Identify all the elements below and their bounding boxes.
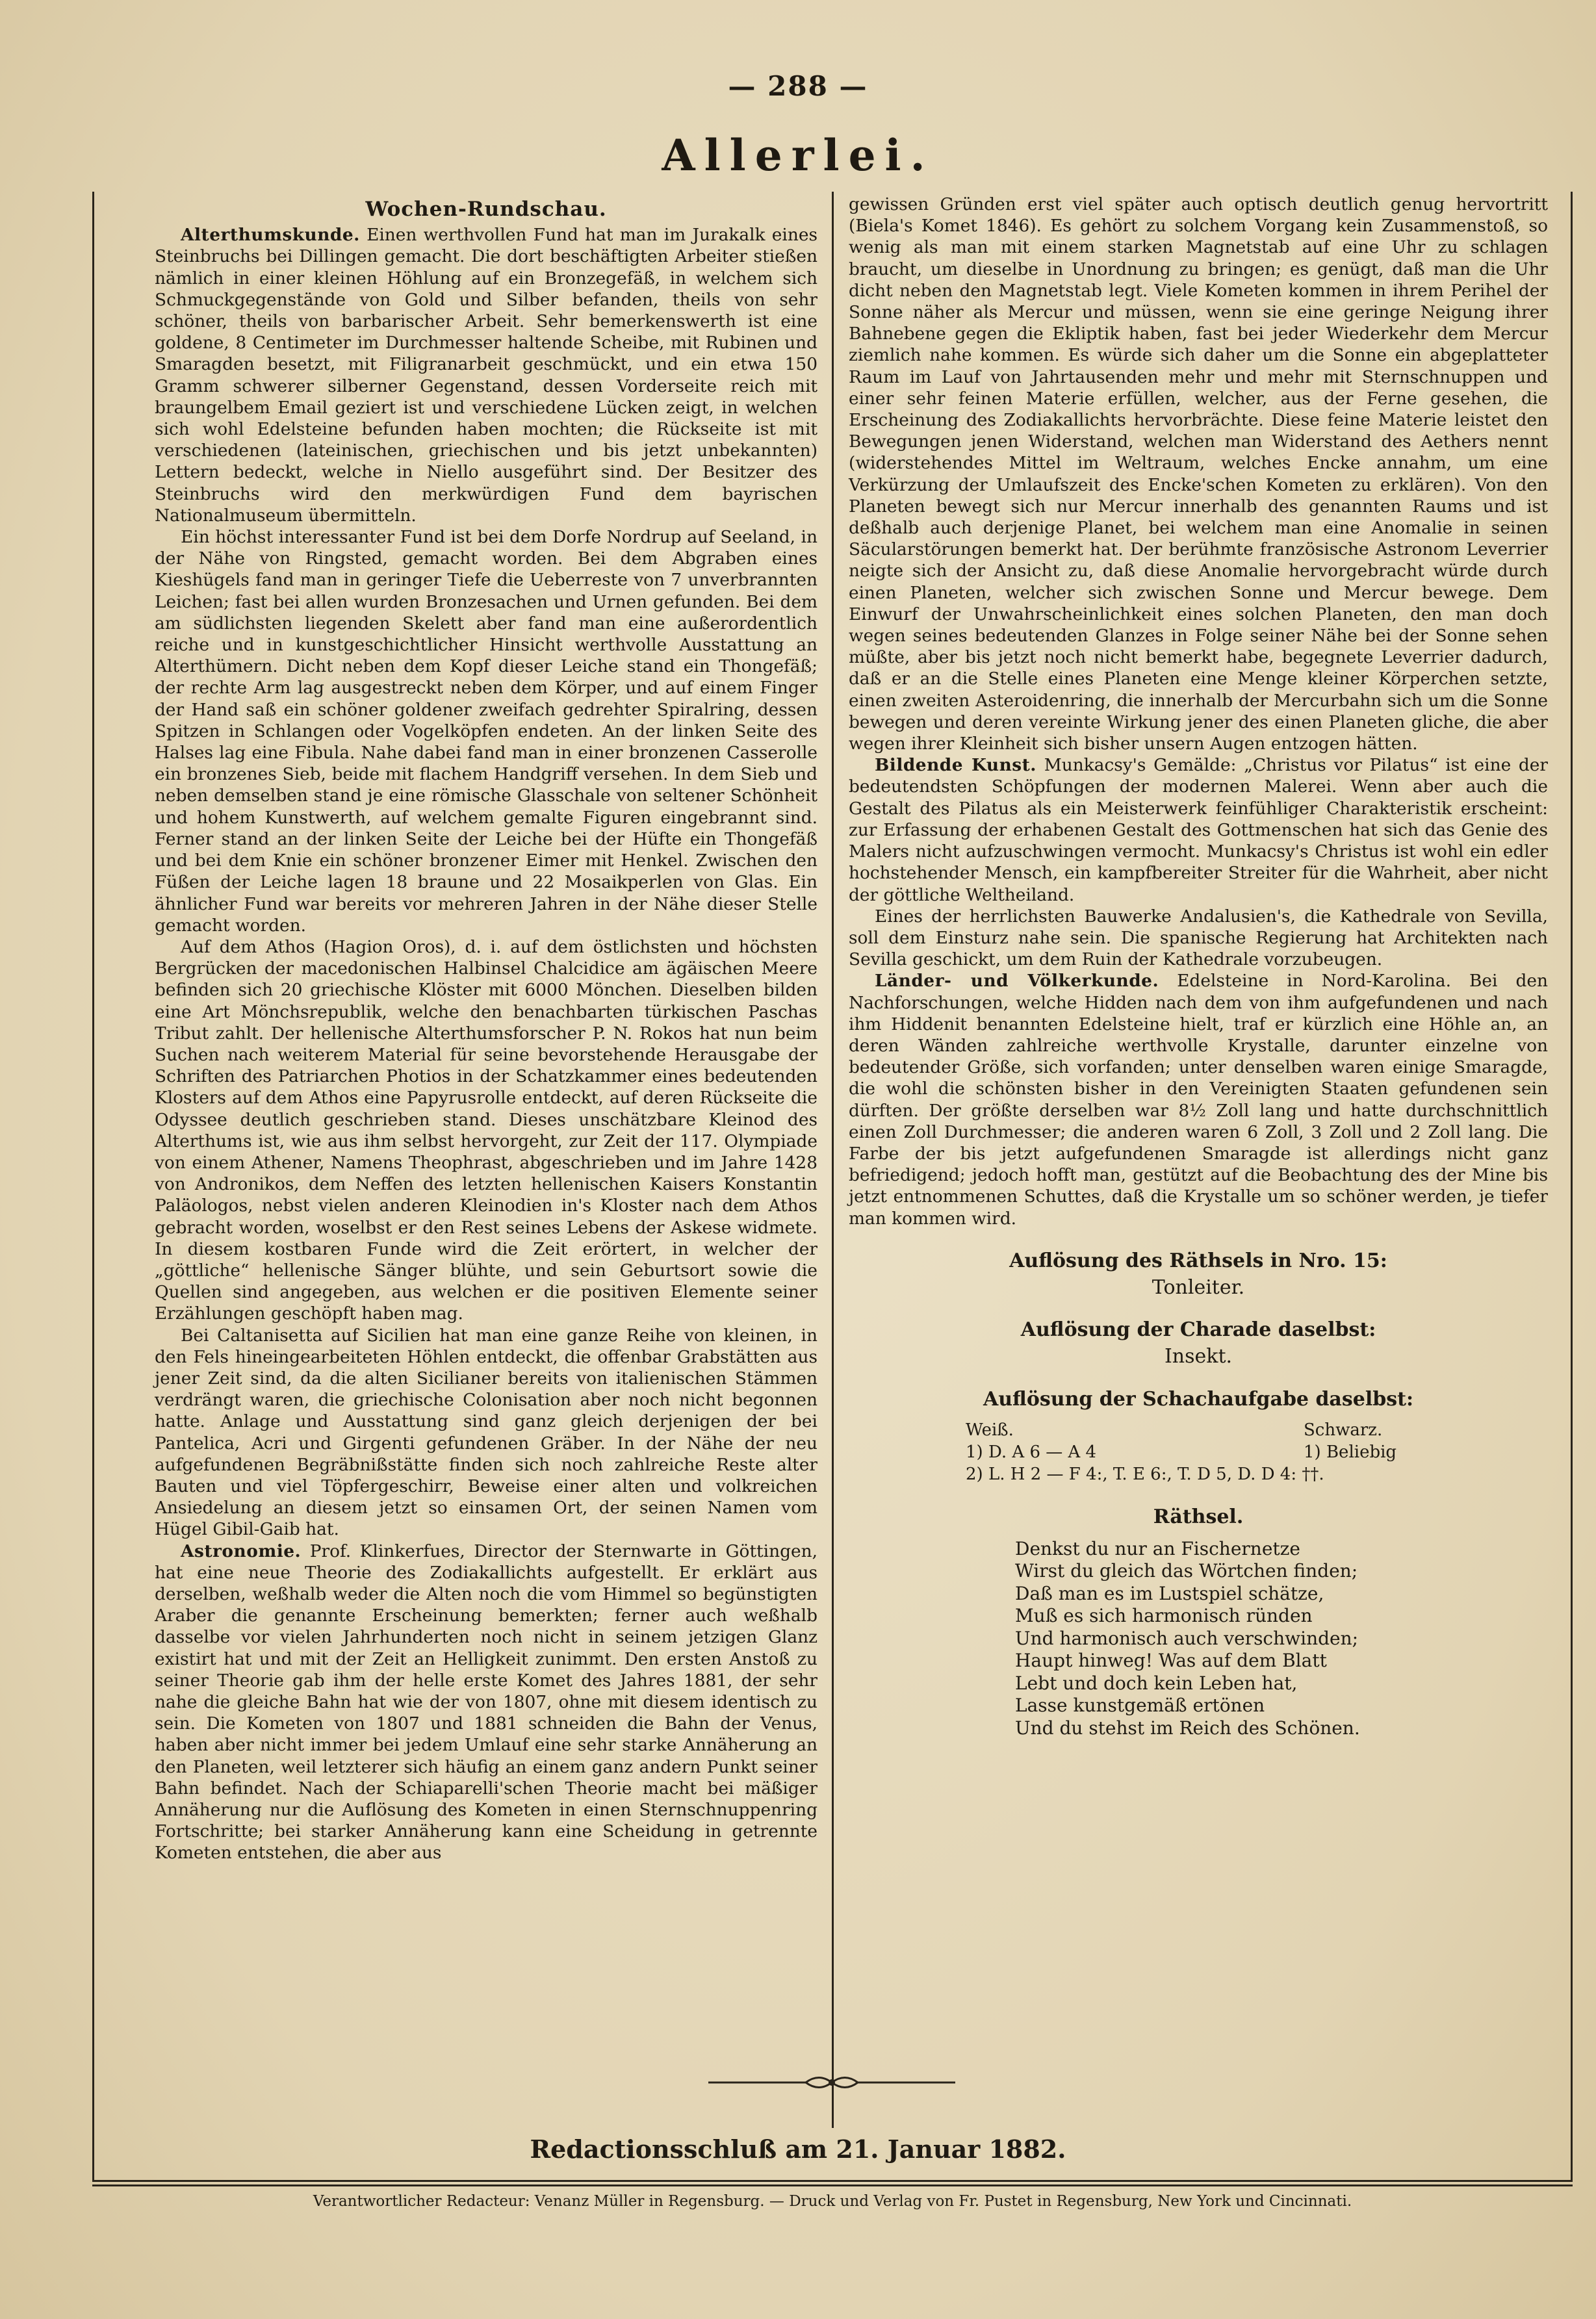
paragraph-text: Einen werthvollen Fund hat man im Jurakalk eines Steinbruchs bei Dillingen gemacht. Die dort beschäftigten Arbeiter stießen nämlich in einer kleinen Höhlung auf ein Bronzegefäß, in welchem sich Schmuckgegenstände von Gold und Silber befanden, theils von sehr schöner, theils von barbarischer Arbeit. Sehr bemerkenswerth ist eine goldene, 8 Centimeter im Durchmesser haltende Scheibe, mit Rubinen und Smaragden besetzt, mit Filigranarbeit geschmückt, und ein etwa 150 Gramm schwerer silberner Gegenstand, dessen Vorderseite reich mit braungelbem Email geziert ist und verschiedene Lücken zeigt, in welchen sich wohl Edelsteine befunden haben mochten; die Rückseite ist mit verschiedenen (lateinischen, griechischen und bis jetzt unbekannten) Lettern bedeckt, welche in Niello ausgeführt sind. Der Besitzer des Steinbruchs wird den merkwürdigen Fund dem bayrischen Nationalmuseum übermitteln. — [155, 225, 818, 526]
poem-line: Haupt hinweg! Was auf dem Blatt — [1015, 1650, 1327, 1672]
charade-solution: Insekt. — [1164, 1345, 1233, 1368]
chess-colors — [966, 1419, 1548, 1441]
charade-solution-heading: Auflösung der Charade daselbst: — [1020, 1318, 1376, 1342]
left-column — [155, 194, 817, 1864]
paragraph-archaeology-dillingen — [155, 224, 817, 526]
chess-white-label: Weiß. — [966, 1420, 1014, 1440]
chess-solution — [966, 1419, 1548, 1485]
section-heading: Wochen-Rundschau. — [365, 198, 607, 221]
chess-move-white: 1) D. A 6 — A 4 — [966, 1442, 1097, 1462]
poem-line: Daß man es im Lustspiel schätze, — [1015, 1582, 1324, 1604]
topic-lead: Bildende Kunst. — [875, 755, 1036, 776]
chess-black-label: Schwarz. — [1304, 1420, 1383, 1440]
paragraph-text: Edelsteine in Nord-Karolina. Bei den Nachforschungen, welche Hidden nach dem von ihm aufgefundenen und nach ihm Hiddenit benannten Edelsteine hielt, traf er kürzlich eine Höhle an, an deren Wänden zahlreiche werthvolle Krystalle, darunter einzelne von bedeutender Größe, sich vorfanden; unter denselben waren einige Smaragde, die wohl die schönsten bisher in den Vereinigten Staaten gefundenen sein dürften. Der größte derselben war 8½ Zoll lang und hatte durchschnittlich einen Zoll Durchmesser; die anderen waren 6 Zoll, 3 Zoll und 2 Zoll lang. Die Farbe der bis jetzt aufgefundenen Smaragde ist allerdings nicht ganz befriedigend; jedoch hofft man, gestützt auf die Beobachtung des der Mine bis jetzt entnommenen Schuttes, daß die Krystalle um so schöner werden, je tiefer man kommen wird. — [849, 971, 1548, 1229]
riddle-heading: Räthsel. — [1153, 1505, 1244, 1528]
riddle-solution: Tonleiter. — [1152, 1275, 1245, 1299]
chess-move-2 — [966, 1463, 1548, 1485]
riddle-poem — [1015, 1538, 1548, 1740]
riddle-solution-heading: Auflösung des Räthsels in Nro. 15: — [1009, 1249, 1387, 1272]
topic-lead: Länder- und Völkerkunde. — [875, 971, 1159, 992]
imprint-footer: Verantwortlicher Redacteur: Venanz Müller in Regensburg. — Druck und Verlag von Fr. Pustet in Regensburg, New York und Cincinnati. — [92, 2184, 1573, 2210]
paragraph-sevilla: Eines der herrlichsten Bauwerke Andalusien's, die Kathedrale von Sevilla, soll dem Einsturz nahe sein. Die spanische Regierung hat Architekten nach Sevilla geschickt, um dem Ruin der Kathedrale vorzubeugen. — [849, 906, 1548, 970]
column-divider — [832, 192, 834, 2128]
paragraph-text: Munkacsy's Gemälde: „Christus vor Pilatus“ ist eine der bedeutendsten Schöpfungen der modernen Malerei. Wenn aber auch die Gestalt des Pilatus als ein Meisterwerk feinfühliger Charakteristik erscheint: zur Erfassung der erhabenen Gestalt des Gottmenschen hat sich das Genie des Malers nicht aufzuschwingen vermocht. Munkacsy's Christus ist wohl ein edler hochstehender Mensch, ein kampfbereiter Streiter für die Wahrheit, aber nicht der göttliche Weltheiland. — [849, 755, 1549, 905]
ornament-divider — [708, 2073, 955, 2092]
paragraph-astronomy — [155, 1541, 817, 1864]
editorial-deadline: Redactionsschluß am 21. Januar 1882. — [530, 2134, 1066, 2164]
poem-line: Lebt und doch kein Leben hat, — [1015, 1672, 1298, 1694]
poem-line: Muß es sich harmonisch ründen — [1015, 1605, 1313, 1627]
poem-line: Wirst du gleich das Wörtchen finden; — [1015, 1560, 1358, 1582]
chess-move-1 — [966, 1441, 1548, 1463]
paragraph-athos: Auf dem Athos (Hagion Oros), d. i. auf dem östlichsten und höchsten Bergrücken der macedonischen Halbinsel Chalcidice am ägäischen Meere befinden sich 20 griechische Klöster mit 6000 Mönchen. Dieselben bilden eine Art Mönchsrepublik, welche den benachbarten türkischen Paschas Tribut zahlt. Der hellenische Alterthumsforscher P. N. Rokos hat nun beim Suchen nach weiterem Material für seine bevorstehende Herausgabe der Schriften des Patriarchen Photios in der Schatzkammer eines bedeutenden Klosters auf dem Athos eine Papyrusrolle entdeckt, auf deren Rückseite die Odyssee deutlich geschrieben stand. Dieses unschätzbare Kleinod des Alterthums ist, wie aus ihm selbst hervorgeht, zur Zeit der 117. Olympiade von einem Athener, Namens Theophrast, abgeschrieben und im Jahre 1428 von Andronikos, dem Neffen des letzten hellenischen Kaisers Konstantin Paläologos, nebst vielen anderen Kleinodien in's Kloster nach dem Athos gebracht worden, woselbst er den Rest seines Lebens der Askese widmete. In diesem kostbaren Funde wird die Zeit erörtert, in welcher der „göttliche“ hellenische Sänger blühte, und sein Geburtsort sowie die Quellen sind angegeben, aus welchen er die positiven Elemente seiner Erzählungen geschöpft haben mag. — [155, 936, 817, 1324]
chess-solution-heading: Auflösung der Schachaufgabe daselbst: — [983, 1387, 1414, 1411]
paragraph-astronomy-cont: gewissen Gründen erst viel später auch optisch deutlich genug hervortritt (Biela's Komet 1846). Es gehört zu solchem Vorgang kein Zusammenstoß, so wenig als man mit einem starken Magnetstab auf eine Uhr zu schlagen braucht, um dieselbe in Unordnung zu bringen; es genügt, daß man die Uhr dicht neben den Magnetstab legt. Viele Kometen kommen in ihrem Perihel der Sonne näher als Mercur und müssen, wenn sie eine geringe Neigung ihrer Bahnebene gegen die Ekliptik haben, fast bei jeder Wiederkehr dem Mercur ziemlich nahe kommen. Es würde sich daher um die Sonne ein abgeplatteter Raum im Lauf von Jahrtausenden mehr und mehr mit Sternschnuppen und einer sehr feinen Materie erfüllen, welcher, aus der Ferne gesehen, die Erscheinung des Zodiakallichts hervorbrächte. Diese feine Materie leistet den Bewegungen jenen Widerstand, welchen man Widerstand des Aethers nennt (widerstehendes Mittel im Weltraum, welches Encke annahm, um eine Verkürzung der Umlaufszeit des Encke'schen Kometen zu erklären). Von den Planeten bewegt sich nur Mercur innerhalb des genannten Raums und ist deßhalb auch derjenige Planet, bei welchem man eine Anomalie in seinen Säcularstörungen bemerkt hat. Der berühmte französische Astronom Leverrier neigte sich der Ansicht zu, daß diese Anomalie hervorgebracht würde durch einen Planeten, welcher sich zwischen Sonne und Mercur bewege. Dem Einwurf der Unwahrscheinlichkeit eines solchen Planeten, den man doch wegen seines bedeutenden Glanzes in Folge seiner Nähe bei der Sonne sehen müßte, aber bis jetzt noch nicht bemerkt habe, begegnete Leverrier dadurch, daß er an die Stelle eines Planeten eine Menge kleiner Körperchen setzte, einen zweiten Asteroidenring, die innerhalb der Mercurbahn sich um die Sonne bewegen und deren vereinte Wirkung jener des einen Planeten gliche, die aber wegen ihrer Kleinheit sich bisher unsern Augen entzogen hätten. — [849, 194, 1548, 754]
right-column — [849, 194, 1548, 1739]
page-number: — 288 — — [728, 70, 868, 102]
paragraph-text: Prof. Klinkerfues, Director der Sternwarte in Göttingen, hat eine neue Theorie des Zodiakallichts aufgestellt. Er erklärt aus derselben, weßhalb weder die Alten noch die vom Himmel so begünstigten Araber die genannte Erscheinung bemerkten; ferner auch weßhalb dasselbe vor vielen Jahrhunderten noch nicht in seinem jetzigen Glanz existirt hat und mit der Zeit an Helligkeit zunimmt. Den ersten Anstoß zu seiner Theorie gab ihm der helle erste Komet des Jahres 1881, der sehr nahe die gleiche Bahn hat wie der von 1807, ohne mit diesem identisch zu sein. Die Kometen von 1807 und 1881 schneiden die Bahn der Venus, haben aber nicht immer bei jedem Umlauf eine sehr starke Annäherung an den Planeten, weil letzterer sich häufig an einem ganz andern Punkt seiner Bahn befindet. Nach der Schiaparelli'schen Theorie macht bei mäßiger Annäherung nur die Auflösung des Kometen in einen Sternschnuppenring Fortschritte; bei starker Annäherung kann eine Scheidung in getrennte Kometen entstehen, die aber aus — [155, 1541, 817, 1864]
topic-lead: Alterthumskunde. — [181, 225, 360, 246]
chess-move-black: 1) Beliebig — [1304, 1442, 1397, 1462]
poem-line: Und du stehst im Reich des Schönen. — [1015, 1717, 1360, 1739]
poem-line: Und harmonisch auch verschwinden; — [1015, 1627, 1359, 1649]
chess-move-text: 2) L. H 2 — F 4:, T. E 6:, T. D 5, D. D 4: ††. — [966, 1464, 1324, 1484]
topic-lead: Astronomie. — [181, 1541, 302, 1561]
poem-line: Lasse kunstgemäß ertönen — [1015, 1695, 1265, 1717]
paragraph-nordrup: Ein höchst interessanter Fund ist bei dem Dorfe Nordrup auf Seeland, in der Nähe von Ringsted, gemacht worden. Bei dem Abgraben eines Kieshügels fand man in geringer Tiefe die Ueberreste von 7 unverbrannten Leichen; fast bei allen wurden Bronzesachen und Urnen gefunden. Bei dem am südlichsten liegenden Skelett aber fand man eine außerordentlich reiche und in kunstgeschichtlicher Hinsicht werthvolle Ausstattung an Alterthümern. Dicht neben dem Kopf dieser Leiche stand ein Thongefäß; der rechte Arm lag ausgestreckt neben dem Körper, und auf einem Finger der Hand saß ein schöner goldener zweifach gedrehter Spiralring, dessen Spitzen in Schlangen oder Vogelköpfen endeten. An der linken Seite des Halses lag eine Fibula. Nahe dabei fand man in einer bronzenen Casserolle ein bronzenes Sieb, beide mit flachem Handgriff versehen. In dem Sieb und neben demselben stand je eine römische Glasschale von seltener Schönheit und hohem Kunstwerth, auf welchem gemalte Figuren eingebrannt sind. Ferner stand an der linken Seite der Leiche bei der Hüfte ein Thongefäß und bei dem Knie ein schöner bronzener Eimer mit Henkel. Zwischen den Füßen der Leiche lagen 18 braune und 22 Mosaikperlen von Glas. Ein ähnlicher Fund war bereits vor mehreren Jahren in der Nähe dieser Stelle gemacht worden. — [155, 527, 817, 936]
paragraph-art — [849, 754, 1548, 905]
page-title: Allerlei. — [662, 130, 934, 181]
paragraph-geography — [849, 970, 1548, 1229]
poem-line: Denkst du nur an Fischernetze — [1015, 1537, 1300, 1559]
paragraph-caltanisetta: Bei Caltanisetta auf Sicilien hat man eine ganze Reihe von kleinen, in den Fels hineingearbeiteten Höhlen entdeckt, die offenbar Grabstätten aus jener Zeit sind, da die alten Sicilianer bereits von italienischen Stämmen verdrängt waren, die griechische Colonisation aber noch nicht begonnen hatte. Anlage und Ausstattung sind ganz gleich derjenigen der bei Pantelica, Acri und Girgenti gefundenen Gräber. In der Nähe der neu aufgefundenen Begräbnißstätte finden sich noch zahlreiche Reste alter Bauten und viel Töpfergeschirr, Beweise einer alten und volkreichen Ansiedelung an diesem jetzt so einsamen Ort, der seinen Namen vom Hügel Gibil-Gaib hat. — [155, 1325, 817, 1540]
